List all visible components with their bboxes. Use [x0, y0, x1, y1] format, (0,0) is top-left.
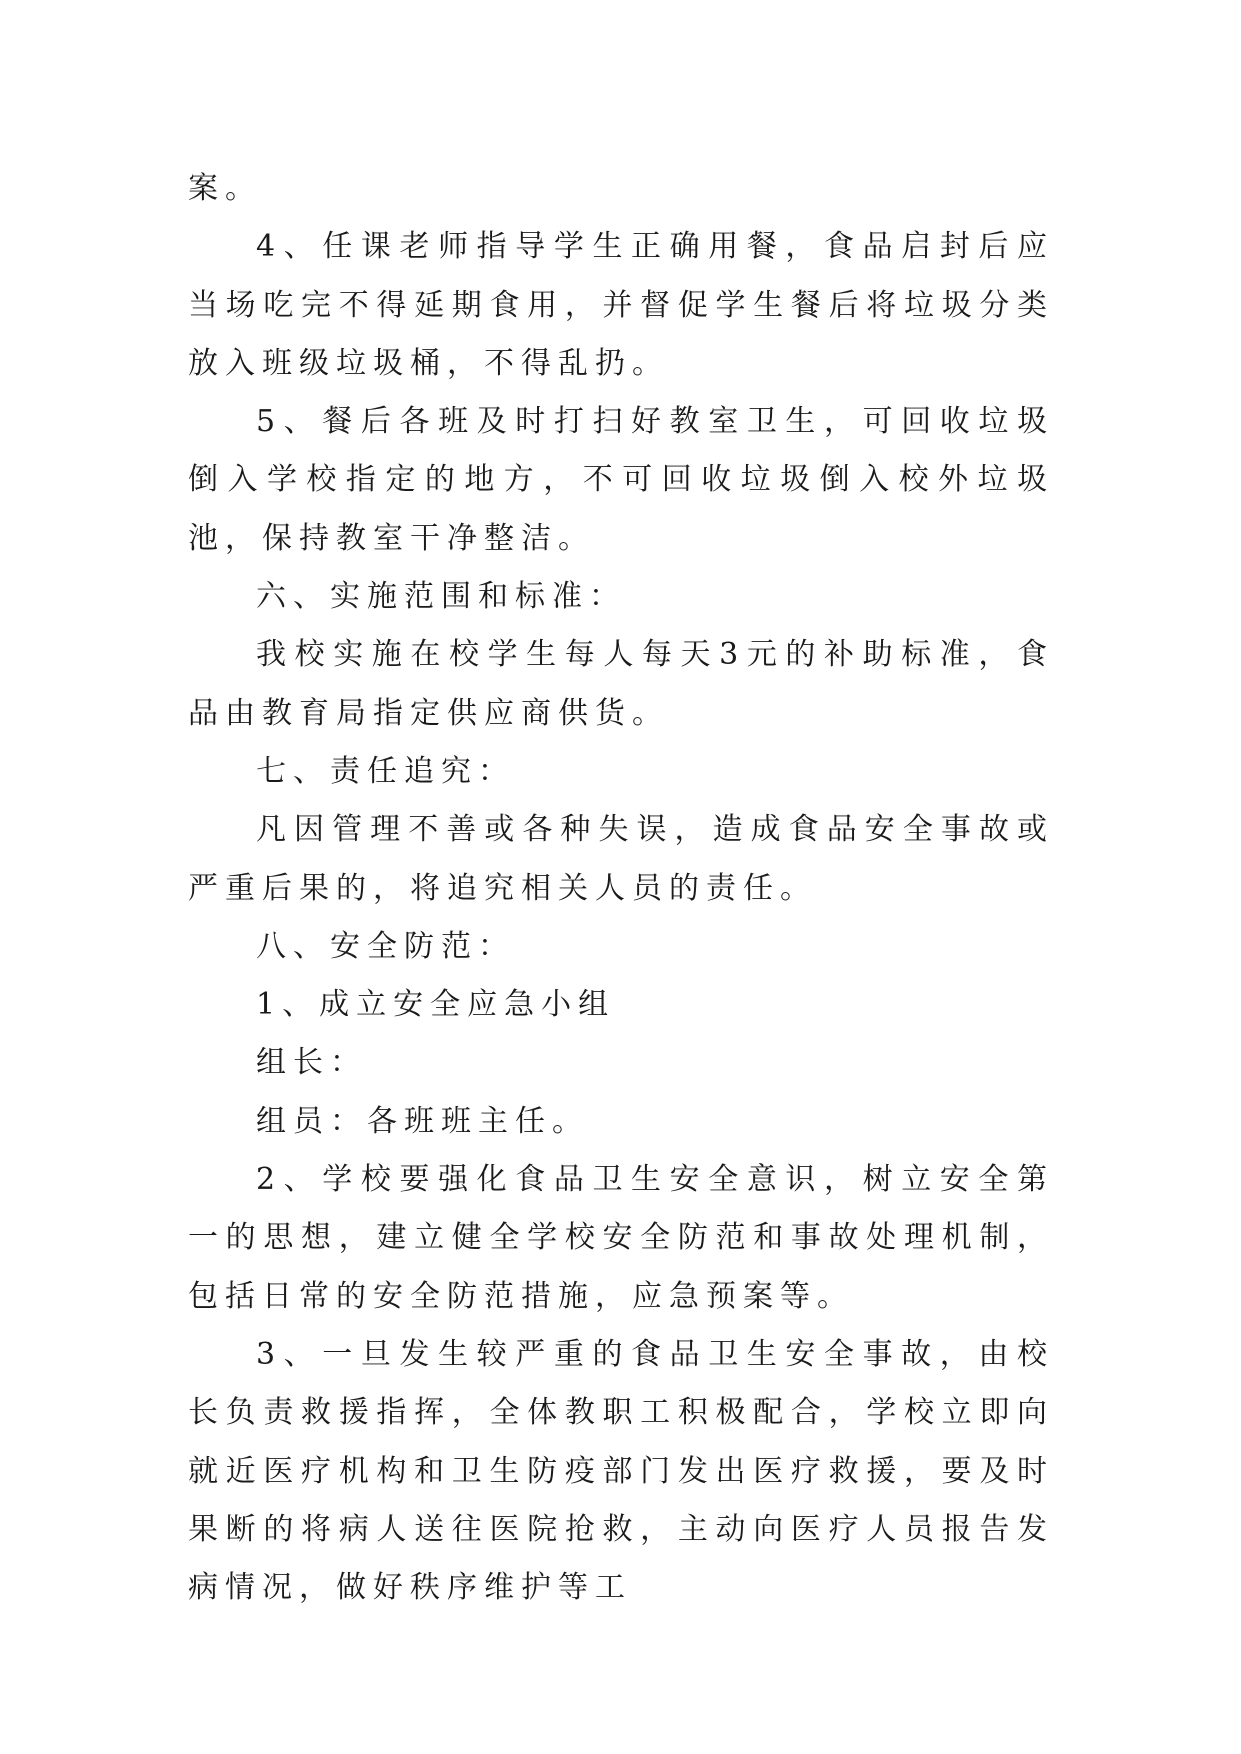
- paragraph-group-leader: 组长：: [256, 1045, 367, 1081]
- section-heading-7: 七、责任追究：: [256, 753, 515, 789]
- paragraph-accountability: 凡因管理不善或各种失误，造成食品安全事故或严重后果的，将追究相关人员的责任。: [188, 812, 1054, 906]
- paragraph-item-5: 5、餐后各班及时打扫好教室卫生，可回收垃圾倒入学校指定的地方，不可回收垃圾倒入校外垃圾池，保持教室干净整洁。: [188, 404, 1054, 556]
- document-body: [188, 160, 1054, 1617]
- paragraph-item-4: 4、任课老师指导学生正确用餐，食品启封后应当场吃完不得延期食用，并督促学生餐后将垃圾分类放入班级垃圾桶，不得乱扔。: [188, 229, 1054, 381]
- paragraph-emergency-group: 1、成立安全应急小组: [256, 987, 616, 1023]
- paragraph-continuation: 案。: [188, 171, 262, 206]
- paragraph-incident-response: 3、一旦发生较严重的食品卫生安全事故，由校长负责救援指挥，全体教职工积极配合，学校立即向就近医疗机构和卫生防疫部门发出医疗救援，要及时果断的将病人送往医院抢救，主动向医疗人员报告发病情况，做好秩序维护等工: [188, 1336, 1054, 1606]
- section-heading-6: 六、实施范围和标准：: [256, 579, 626, 615]
- paragraph-group-members: 组员：各班班主任。: [256, 1103, 589, 1139]
- section-heading-8: 八、安全防范：: [256, 928, 515, 964]
- paragraph-safety-awareness: 2、学校要强化食品卫生安全意识，树立安全第一的思想，建立健全学校安全防范和事故处理机制，包括日常的安全防范措施，应急预案等。: [188, 1162, 1054, 1314]
- paragraph-standard: 我校实施在校学生每人每天3元的补助标准，食品由教育局指定供应商供货。: [188, 637, 1054, 731]
